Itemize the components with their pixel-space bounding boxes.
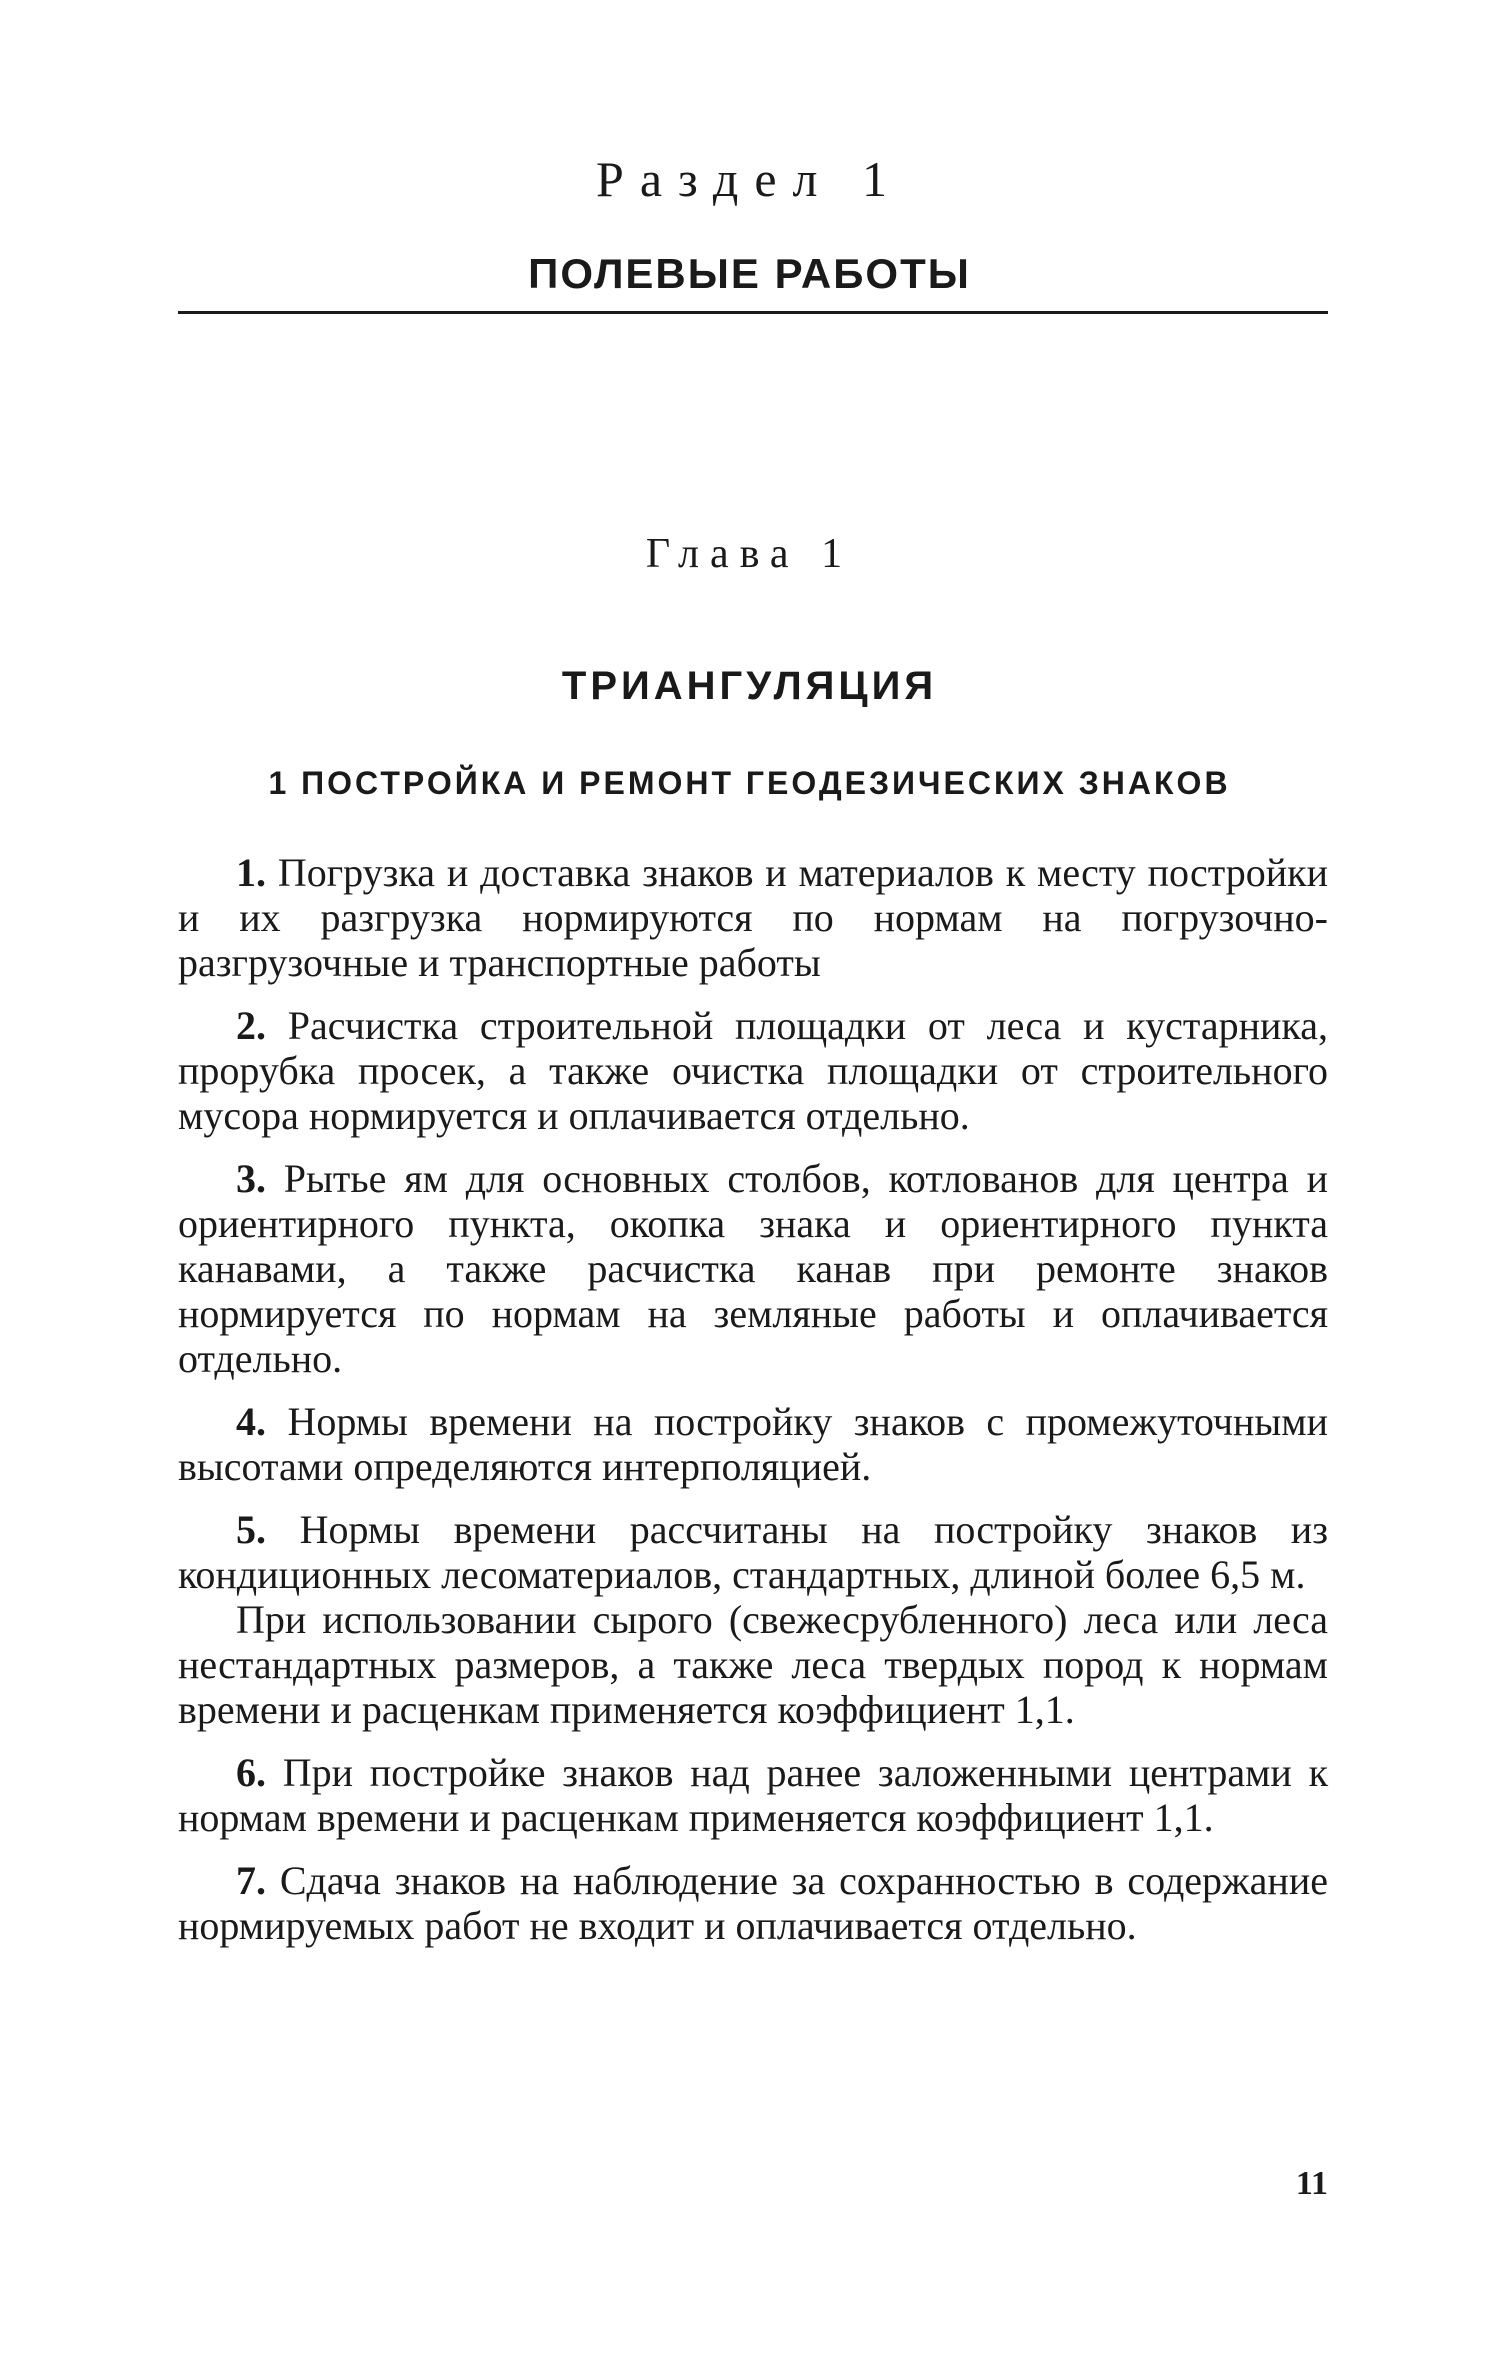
paragraph-number: 6. [236, 1750, 266, 1795]
paragraph [178, 1399, 1328, 1489]
chapter-label: Глава 1 [645, 531, 854, 577]
paragraph [178, 1750, 1328, 1840]
paragraph-text: Рытье ям для основных столбов, котлованов для центра и ориентирного пункта, окопка знака и ориентирного пункта канавами, а также расчистка канав при ремонте знаков нормируется по нормам на земляные работы и оплачивается отдельно. [178, 1156, 1328, 1381]
section-label: Раздел 1 [596, 151, 903, 207]
paragraph-text: Сдача знаков на наблюдение за сохранностью в содержание нормируемых работ не входит и оплачивается отдельно. [178, 1858, 1328, 1948]
body-text [178, 850, 1328, 1966]
paragraph-number: 5. [236, 1507, 266, 1552]
paragraph-number: 7. [236, 1858, 266, 1903]
subsection-title: 1 ПОСТРОЙКА И РЕМОНТ ГЕОДЕЗИЧЕСКИХ ЗНАКОВ [268, 765, 1231, 801]
paragraph [178, 850, 1328, 985]
paragraph [178, 1858, 1328, 1948]
chapter-title: ТРИАНГУЛЯЦИЯ [561, 664, 938, 708]
paragraph-text: Погрузка и доставка знаков и материалов к месту постройки и их разгрузка нормируются по нормам на погрузочно-разгрузочные и транспортные работы [178, 850, 1328, 985]
paragraph-text: Нормы времени на постройку знаков с промежуточными высотами определяются интерполяцией. [178, 1399, 1328, 1489]
paragraph [178, 1156, 1328, 1381]
paragraph-text: Нормы времени рассчитаны на постройку знаков из кондиционных лесоматериалов, стандартных, длиной более 6,5 м. [178, 1507, 1328, 1597]
paragraph-text: Расчистка строительной площадки от леса и кустарника, прорубка просек, а также очистка площадки от строительного мусора нормируется и оплачивается отдельно. [178, 1003, 1329, 1138]
paragraph-number: 3. [236, 1156, 266, 1201]
section-divider [178, 311, 1328, 314]
paragraph-text: При постройке знаков над ранее заложенными центрами к нормам времени и расценкам применяется коэффициент 1,1. [178, 1750, 1328, 1840]
paragraph-text: При использовании сырого (свежесрубленного) леса или леса нестандартных размеров, а также леса твердых пород к нормам времени и расценкам применяется коэффициент 1,1. [178, 1597, 1328, 1732]
paragraph [178, 1003, 1328, 1138]
page-number: 11 [1295, 2165, 1328, 2202]
section-title: ПОЛЕВЫЕ РАБОТЫ [528, 250, 971, 297]
paragraph-number: 1. [236, 850, 266, 895]
paragraph [178, 1507, 1328, 1597]
paragraph-number: 4. [236, 1399, 266, 1444]
paragraph [178, 1597, 1328, 1732]
paragraph-number: 2. [236, 1003, 266, 1048]
